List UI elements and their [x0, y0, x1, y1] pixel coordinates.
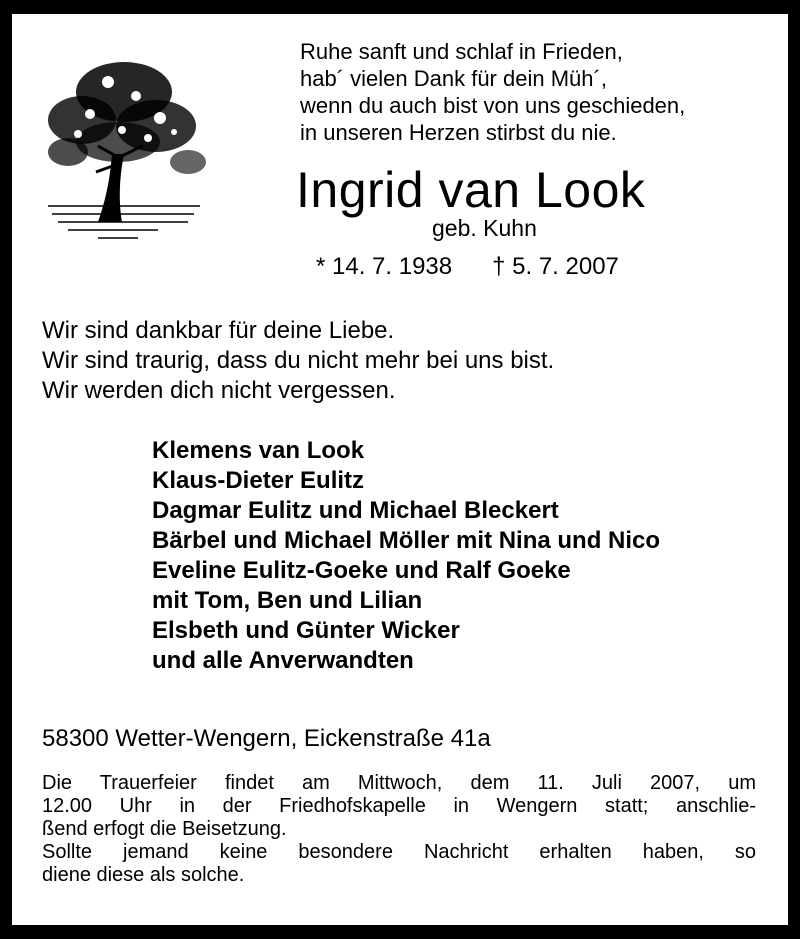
poem [300, 38, 685, 146]
notice-line: diene diese als solche. [42, 864, 245, 886]
tree-illustration [38, 34, 210, 246]
notice-line: 12.00 Uhr in der Friedhofskapelle in Wengern statt; anschlie- [42, 795, 756, 817]
life-dates [316, 252, 619, 282]
mourner-line: Klaus-Dieter Eulitz [152, 467, 365, 494]
funeral-notice [42, 772, 756, 887]
address: 58300 Wetter-Wengern, Eickenstraße 41a [42, 725, 491, 752]
notice-line: Sollte jemand keine besondere Nachricht erhalten haben, so [42, 841, 756, 863]
poem-line: wenn du auch bist von uns geschieden, [300, 93, 686, 118]
mourner-line: Elsbeth und Günter Wicker [152, 617, 460, 644]
verse-line: Wir sind dankbar für deine Liebe. [42, 317, 395, 344]
death-date: † 5. 7. 2007 [492, 253, 619, 280]
notice-line: ßend erfogt die Beisetzung. [42, 818, 287, 840]
verse-line: Wir sind traurig, dass du nicht mehr bei uns bist. [42, 347, 555, 374]
mourner-line: Bärbel und Michael Möller mit Nina und Nico [152, 527, 661, 554]
mourner-line: Eveline Eulitz-Goeke und Ralf Goeke [152, 557, 571, 584]
mourner-line: mit Tom, Ben und Lilian [152, 587, 423, 614]
poem-line: in unseren Herzen stirbst du nie. [300, 120, 617, 145]
mourner-line: Dagmar Eulitz und Michael Bleckert [152, 497, 559, 524]
poem-line: Ruhe sanft und schlaf in Frieden, [300, 39, 623, 64]
mourner-line: Klemens van Look [152, 437, 365, 464]
verse [42, 316, 554, 406]
mourner-line: und alle Anverwandten [152, 647, 414, 674]
notice-line: Die Trauerfeier findet am Mittwoch, dem 11. Juli 2007, um [42, 772, 756, 794]
verse-line: Wir werden dich nicht vergessen. [42, 377, 396, 404]
deceased-name: Ingrid van Look [296, 162, 646, 218]
birth-date: * 14. 7. 1938 [316, 253, 453, 280]
poem-line: hab´ vielen Dank für dein Müh´, [300, 66, 607, 91]
mourners-list [152, 436, 660, 676]
maiden-name: geb. Kuhn [432, 215, 537, 241]
